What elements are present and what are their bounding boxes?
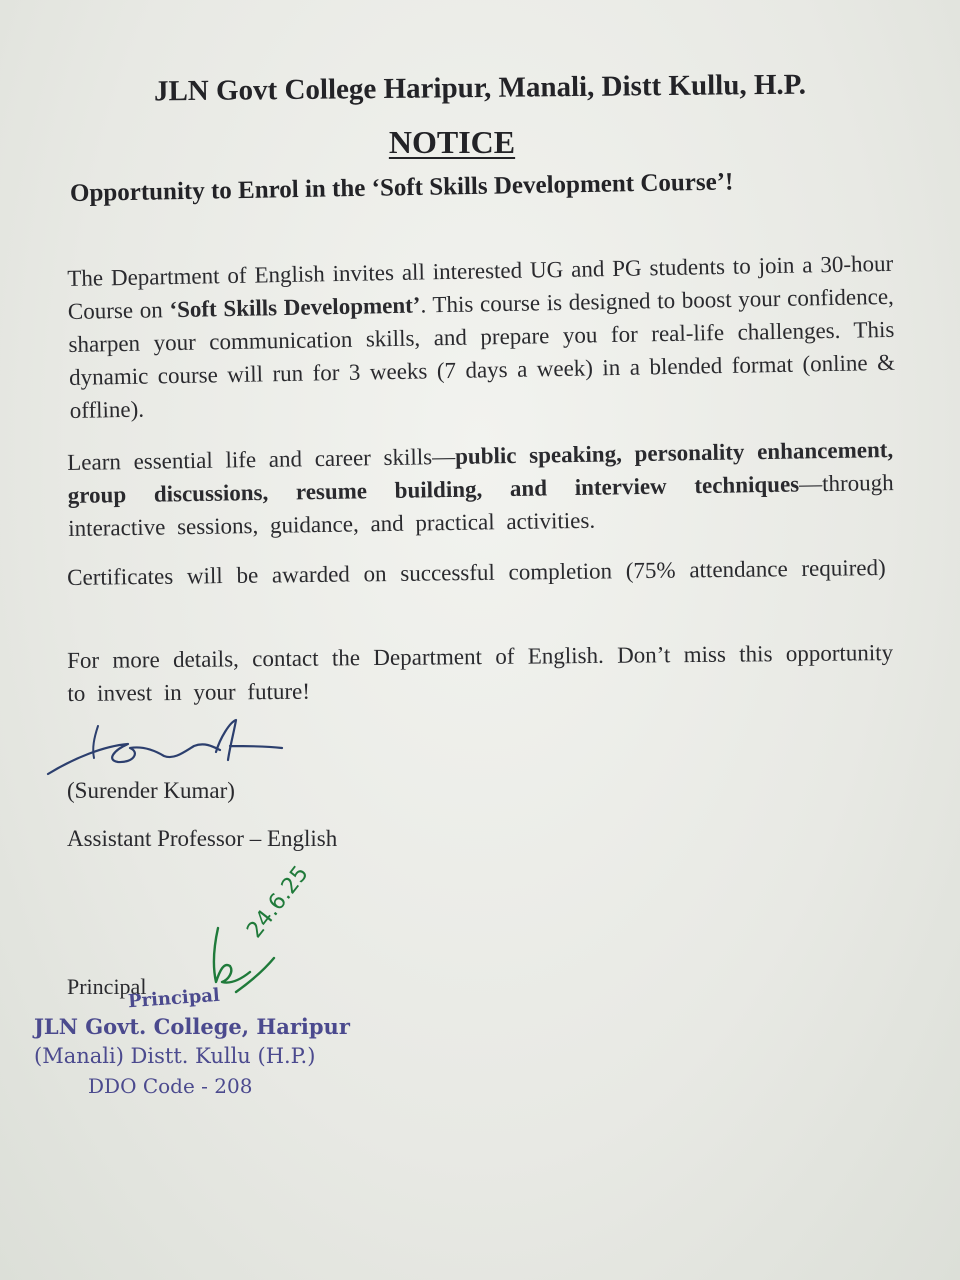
stamp-ddo-code: DDO Code - 208 (88, 1074, 253, 1098)
paragraph-text: Learn essential life and career skills— (67, 443, 456, 475)
signatory-name: (Surender Kumar) (67, 778, 235, 803)
stamp-district: (Manali) Distt. Kullu (H.P.) (34, 1044, 316, 1068)
signature-scribble (44, 716, 294, 780)
paragraph-skills (67, 433, 894, 545)
paragraph-certificates: Certificates will be awarded on successful completion (75% attendance required) (67, 554, 886, 590)
signatory-title: Assistant Professor – English (67, 826, 338, 851)
paragraph-text: —through interactive sessions, guidance, and practical activities. (68, 470, 894, 541)
stamp-college: JLN Govt. College, Haripur (34, 1014, 350, 1039)
paragraph-contact: For more details, contact the Department of English. Don’t miss this opportunity to invest in your future! (67, 640, 894, 706)
course-name: ‘Soft Skills Development’ (169, 292, 421, 323)
paragraph-text: The Department of English invites all interested UG and PG students to join a 30-hour Course on (67, 250, 894, 324)
stamp-principal: Principal (127, 984, 221, 1013)
paragraph-course-intro (67, 247, 896, 427)
paragraph-text: . This course is designed to boost your confidence, sharpen your communication skills, and prepare you for real-life challenges. This dynamic course will run for 3 weeks (7 days a week) in a blended format (online & offline). (68, 283, 896, 423)
college-header: JLN Govt College Haripur, Manali, Distt Kullu, H.P. (153, 68, 807, 108)
notice-subheading: Opportunity to Enrol in the ‘Soft Skills Development Course’! (69, 168, 734, 207)
principal-label: Principal (67, 974, 147, 999)
notice-title (0, 124, 904, 161)
notice-title-text: NOTICE (388, 124, 516, 160)
skills-list: public speaking, personality enhancement, group discussions, resume building, and interview techniques (67, 437, 894, 508)
handwritten-date: 24.6.25 (242, 861, 314, 943)
